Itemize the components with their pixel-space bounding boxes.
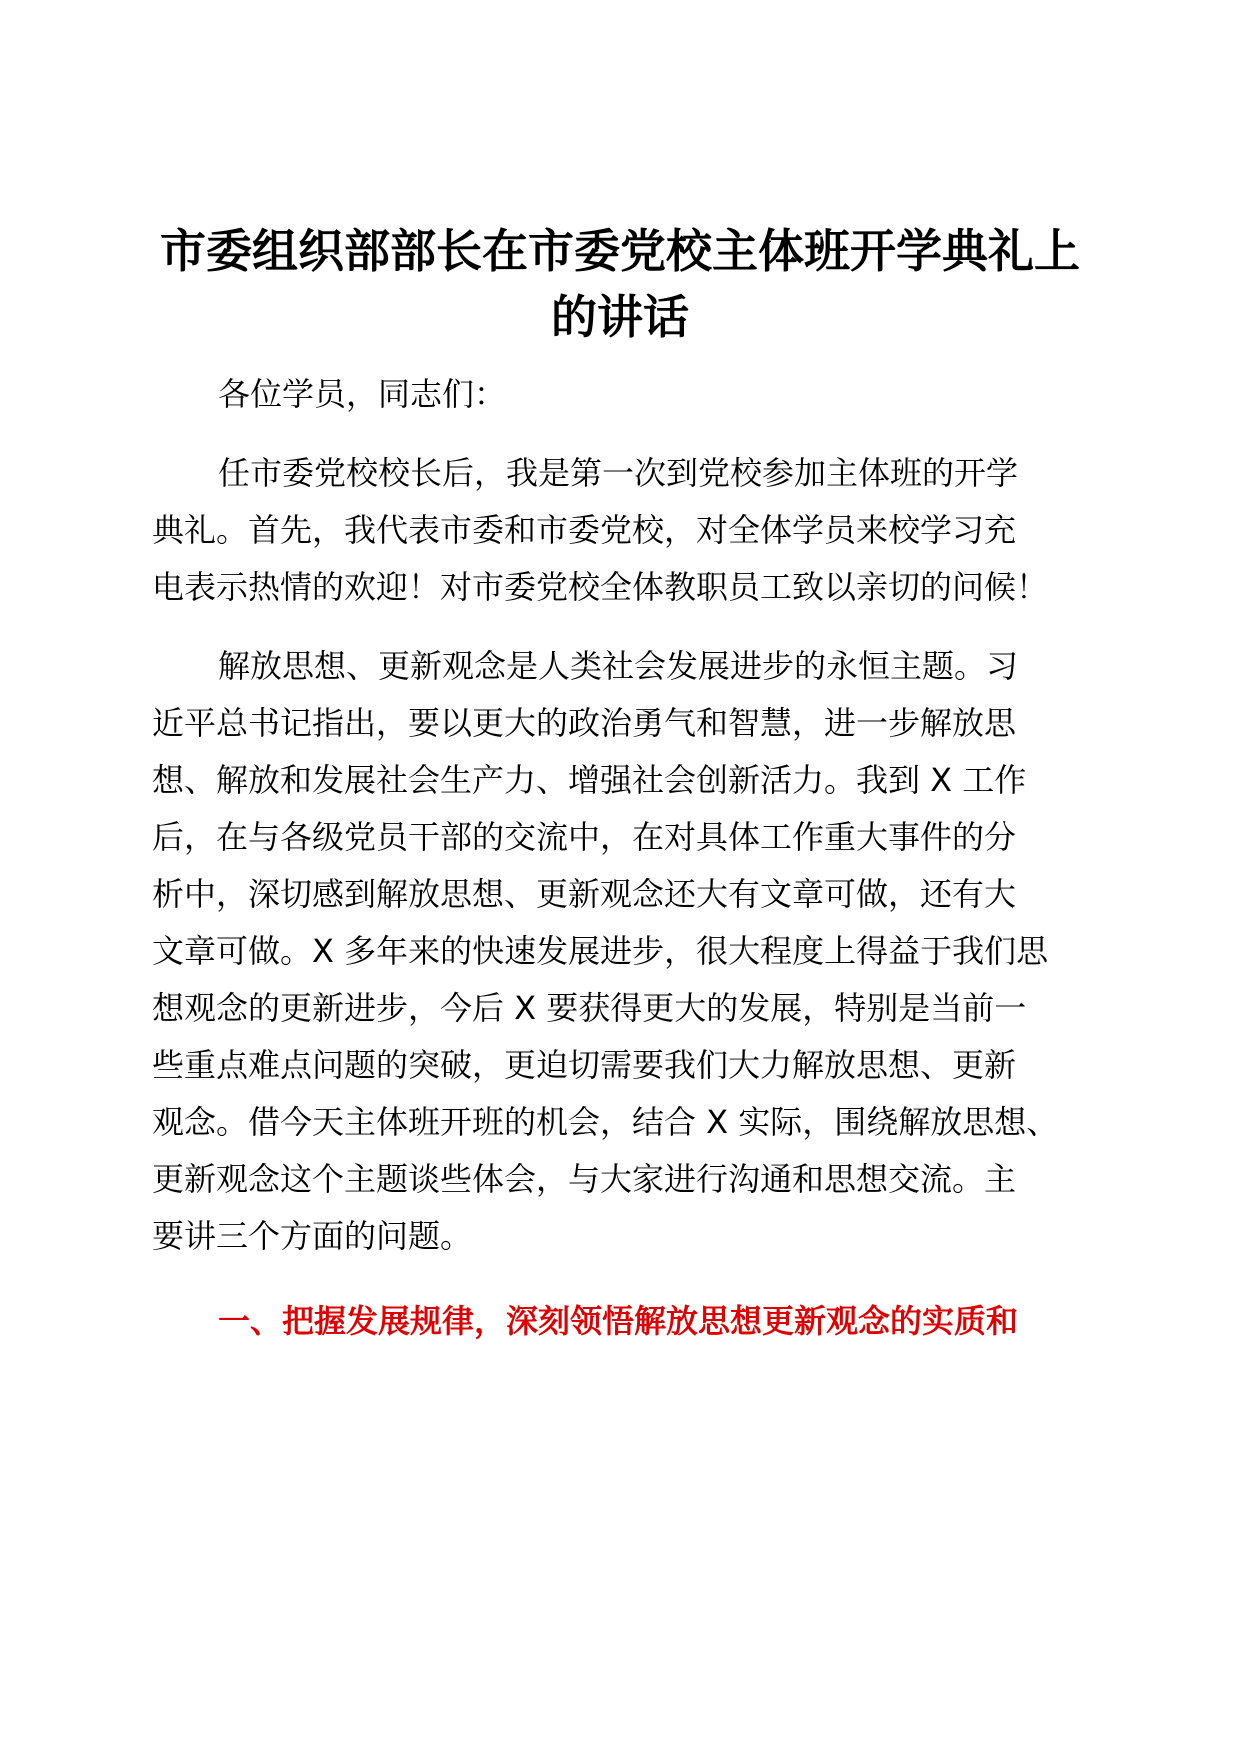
paragraph-1-line-3: 电表示热情的欢迎！对市委党校全体教职员工致以亲切的问候！ [152,568,1049,606]
paragraph-2-line-4: 后，在与各级党员干部的交流中，在对具体工作重大事件的分 [152,818,1017,856]
paragraph-2-line-11: 要讲三个方面的问题。 [152,1217,473,1255]
paragraph-1-line-1: 任市委党校校长后，我是第一次到党校参加主体班的开学 [218,454,1019,492]
salutation: 各位学员，同志们： [218,375,507,413]
paragraph-2-line-5: 析中，深切感到解放思想、更新观念还大有文章可做，还有大 [152,875,1017,913]
document-title-line-1: 市委组织部部长在市委党校主体班开学典礼上 [160,224,1080,278]
section-heading-1: 一、把握发展规律，深刻领悟解放思想更新观念的实质和 [218,1302,1019,1340]
paragraph-2-line-8: 些重点难点问题的突破，更迫切需要我们大力解放思想、更新 [152,1046,1017,1084]
paragraph-2-line-2: 近平总书记指出，要以更大的政治勇气和智慧，进一步解放思 [152,704,1017,742]
paragraph-2-line-9: 观念。借今天主体班开班的机会，结合 X 实际，围绕解放思想、 [152,1103,1059,1141]
document-title-line-2: 的讲话 [551,290,689,344]
paragraph-2-line-7: 想观念的更新进步，今后 X 要获得更大的发展，特别是当前一 [152,989,1027,1027]
paragraph-2-line-6: 文章可做。X 多年来的快速发展进步，很大程度上得益于我们思 [152,932,1049,970]
paragraph-1-line-2: 典礼。首先，我代表市委和市委党校，对全体学员来校学习充 [152,511,1017,549]
paragraph-2-line-1: 解放思想、更新观念是人类社会发展进步的永恒主题。习 [218,647,1019,685]
paragraph-2-line-10: 更新观念这个主题谈些体会，与大家进行沟通和思想交流。主 [152,1160,1017,1198]
paragraph-2-line-3: 想、解放和发展社会生产力、增强社会创新活力。我到 X 工作 [152,761,1027,799]
